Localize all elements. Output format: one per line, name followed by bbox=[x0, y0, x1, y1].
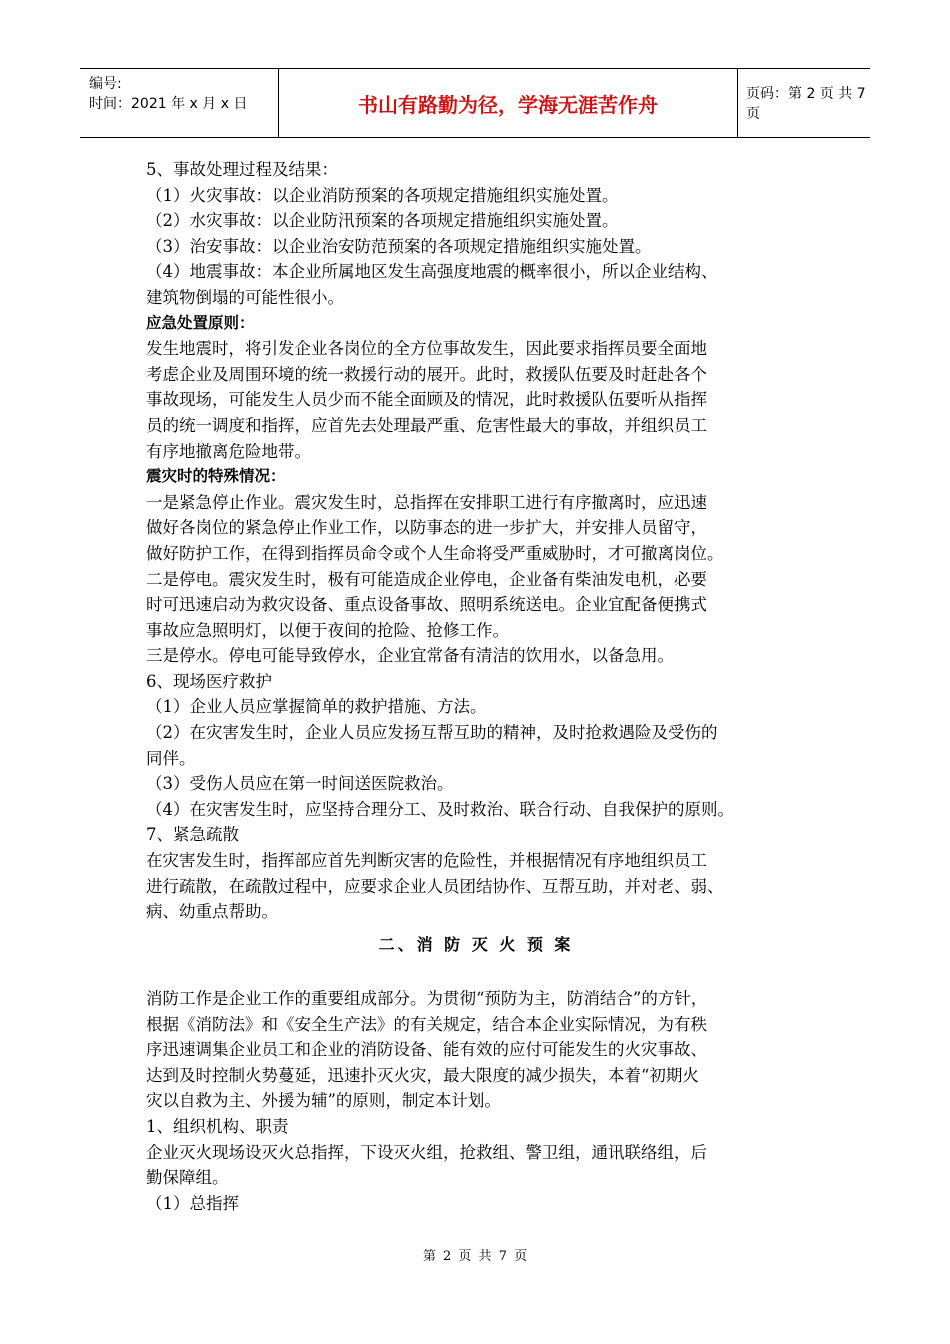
paragraph-line: 建筑物倒塌的可能性很小。 bbox=[146, 287, 344, 307]
paragraph-line: 勤保障组。 bbox=[146, 1168, 229, 1188]
paragraph-line: 企业灭火现场设灭火总指挥，下设灭火组，抢救组、警卫组，通讯联络组，后 bbox=[146, 1142, 707, 1162]
header-meta bbox=[80, 69, 278, 137]
paragraph-line: 根据《消防法》和《安全生产法》的有关规定，结合本企业实际情况，为有秩 bbox=[146, 1014, 707, 1034]
page-header bbox=[80, 68, 870, 138]
paragraph-line: 6、现场医疗救护 bbox=[146, 671, 272, 691]
paragraph-line: 达到及时控制火势蔓延，迅速扑灭火灾，最大限度的减少损失，本着“初期火 bbox=[146, 1065, 699, 1085]
paragraph-line: （1）企业人员应掌握简单的救护措施、方法。 bbox=[146, 697, 487, 717]
paragraph-line: （4）地震事故：本企业所属地区发生高强度地震的概率很小，所以企业结构、 bbox=[146, 262, 718, 282]
paragraph-line: （3）受伤人员应在第一时间送医院救治。 bbox=[146, 774, 454, 794]
paragraph-line: （2）水灾事故：以企业防汛预案的各项规定措施组织实施处置。 bbox=[146, 211, 619, 231]
paragraph-line: 消防工作是企业工作的重要组成部分。为贯彻“预防为主，防消结合”的方针， bbox=[146, 989, 708, 1008]
header-motto: 书山有路勤为径，学海无涯苦作舟 bbox=[278, 69, 738, 137]
section2-title: 二、消 防 灭 火 预 案 bbox=[378, 935, 574, 954]
header-page-info: 页码：第 2 页 共 7 页 bbox=[746, 86, 866, 122]
paragraph-line: 做好各岗位的紧急停止作业工作，以防事态的进一步扩大，并安排人员留守， bbox=[146, 518, 707, 538]
paragraph-line: 5、事故处理过程及结果： bbox=[146, 160, 338, 179]
paragraph-line: （2）在灾害发生时，企业人员应发扬互帮互助的精神，及时抢救遇险及受伤的 bbox=[146, 723, 718, 743]
subheading: 应急处置原则： bbox=[146, 313, 255, 332]
paragraph-line: 事故应急照明灯，以便于夜间的抢险、抢修工作。 bbox=[146, 620, 509, 640]
paragraph-line: 员的统一调度和指挥，应首先去处理最严重、危害性最大的事故，并组织员工 bbox=[146, 415, 707, 435]
paragraph-line: 二是停电。震灾发生时，极有可能造成企业停电，企业备有柴油发电机，必要 bbox=[146, 569, 707, 589]
paragraph-line: 同伴。 bbox=[146, 748, 196, 768]
paragraph-line: 发生地震时，将引发企业各岗位的全方位事故发生，因此要求指挥员要全面地 bbox=[146, 339, 707, 359]
section2-body bbox=[146, 986, 826, 1216]
section1-body bbox=[146, 157, 826, 925]
paragraph-line: 事故现场，可能发生人员少而不能全面顾及的情况，此时救援队伍要听从指挥 bbox=[146, 390, 707, 410]
paragraph-line: 一是紧急停止作业。震灾发生时，总指挥在安排职工进行有序撤离时，应迅速 bbox=[146, 492, 707, 512]
paragraph-line: 进行疏散，在疏散过程中，应要求企业人员团结协作、互帮互助，并对老、弱、 bbox=[146, 876, 724, 896]
paragraph-line: （4）在灾害发生时，应坚持合理分工、及时救治、联合行动、自我保护的原则。 bbox=[146, 799, 734, 819]
paragraph-line: 序迅速调集企业员工和企业的消防设备、能有效的应付可能发生的火灾事故、 bbox=[146, 1040, 707, 1060]
paragraph-line: （1）总指挥 bbox=[146, 1193, 239, 1213]
time-label: 时间：2021 年 x 月 x 日 bbox=[89, 96, 248, 112]
paragraph-line: 病、幼重点帮助。 bbox=[146, 902, 278, 922]
paragraph-line: （3）治安事故：以企业治安防范预案的各项规定措施组织实施处置。 bbox=[146, 236, 652, 256]
paragraph-line: 考虑企业及周围环境的统一救援行动的展开。此时，救援队伍要及时赶赴各个 bbox=[146, 364, 707, 384]
paragraph-line: 三是停水。停电可能导致停水，企业宜常备有清洁的饮用水，以备急用。 bbox=[146, 646, 674, 666]
subheading: 震灾时的特殊情况： bbox=[146, 467, 286, 486]
paragraph-line: 有序地撤离危险地带。 bbox=[146, 441, 311, 461]
paragraph-line: 1、组织机构、职责 bbox=[146, 1116, 289, 1136]
paragraph-line: 在灾害发生时，指挥部应首先判断灾害的危险性，并根据情况有序地组织员工 bbox=[146, 851, 707, 871]
paragraph-line: （1）火灾事故：以企业消防预案的各项规定措施组织实施处置。 bbox=[146, 185, 619, 205]
paragraph-line: 7、紧急疏散 bbox=[146, 825, 239, 845]
page-footer: 第 2 页 共 7 页 bbox=[422, 1249, 528, 1264]
paragraph-line: 时可迅速启动为救灾设备、重点设备事故、照明系统送电。企业宜配备便携式 bbox=[146, 595, 707, 615]
serial-label: 编号: bbox=[89, 76, 122, 92]
paragraph-line: 做好防护工作，在得到指挥员命令或个人生命将受严重威胁时，才可撤离岗位。 bbox=[146, 543, 724, 563]
paragraph-line: 灾以自救为主、外援为辅”的原则，制定本计划。 bbox=[146, 1091, 501, 1111]
